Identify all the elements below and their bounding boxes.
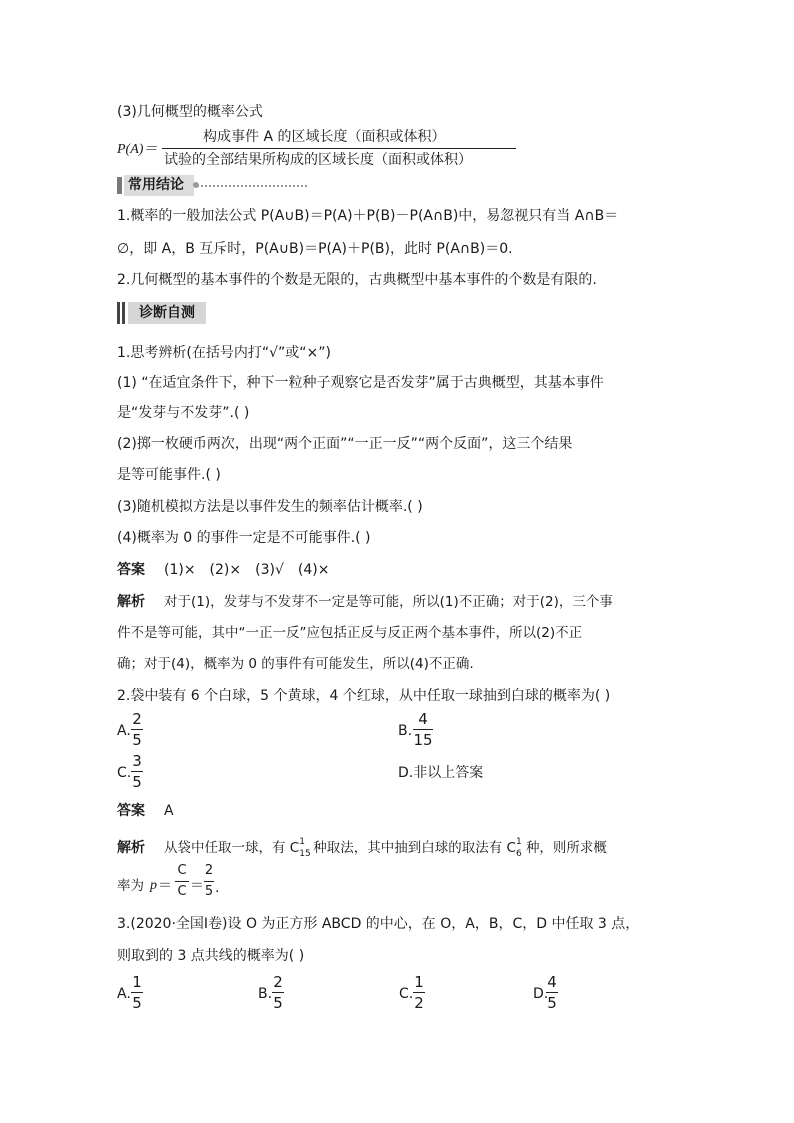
header-dotted-line — [197, 185, 307, 187]
q2-option-a-fraction — [131, 710, 143, 749]
q3-stem-line1: 3.(2020·全国Ⅰ卷)设 O 为正方形 ABCD 的中心，在 O，A，B，C，D 中任取 3 点， — [117, 916, 640, 932]
q3-option-d-label: D. — [533, 986, 549, 1002]
fraction-bar — [131, 729, 143, 730]
q2-analysis-eq: ＝ — [158, 878, 172, 894]
q2-option-b-label: B. — [398, 723, 413, 739]
analysis-text: 种，则所求概 — [525, 840, 607, 856]
fraction-numerator: 1 — [132, 973, 142, 991]
q2-answer: A — [164, 803, 174, 819]
q3-stem-line2: 则取到的 3 点共线的概率为( ) — [117, 948, 305, 964]
q1-analysis-line3: 确；对于(4)，概率为 0 的事件有可能发生，所以(4)不正确. — [117, 656, 474, 672]
combination-scripts — [516, 838, 526, 858]
section-title-common: 常用结论 — [124, 175, 194, 196]
analysis-text: 种取法，其中抽到白球的取法有 C — [313, 840, 516, 856]
fraction-numerator: C — [177, 863, 187, 878]
fraction-bar — [272, 992, 284, 993]
fraction-denominator: 5 — [132, 773, 142, 791]
combination-sub: 6 — [515, 849, 522, 859]
combination-sup: 1 — [299, 837, 305, 847]
q2-analysis-period: . — [215, 880, 220, 896]
q1-item4: (4)概率为 0 的事件一定是不可能事件.( ) — [117, 530, 371, 546]
q3-option-a-fraction — [131, 973, 143, 1012]
fraction-numerator: 4 — [418, 710, 428, 728]
fraction-bar — [204, 881, 214, 882]
fraction-denominator: 2 — [414, 994, 424, 1012]
q1-analysis-label: 解析 — [117, 594, 145, 610]
fraction-denominator: 5 — [547, 994, 557, 1012]
q1-answer-label: 答案 — [117, 562, 145, 578]
combination-sub: 15 — [299, 849, 311, 859]
common-conclusion-line2: ∅，即 A，B 互斥时，P(A∪B)＝P(A)＋P(B)，此时 P(A∩B)＝0. — [117, 241, 513, 257]
combination-scripts — [299, 838, 313, 858]
q2-option-d: D.非以上答案 — [398, 765, 484, 781]
section-title-test: 诊断自测 — [128, 302, 206, 324]
fraction-denominator: 15 — [413, 731, 433, 749]
q2-option-a-label: A. — [117, 723, 131, 739]
q2-option-b-fraction — [413, 710, 433, 749]
fraction-numerator: 4 — [547, 973, 557, 991]
q3-option-b-label: B. — [258, 986, 273, 1002]
fraction-numerator: 2 — [273, 973, 283, 991]
q1-analysis-line1: 对于(1)，发芽与不发芽不一定是等可能，所以(1)不正确；对于(2)，三个事 — [164, 594, 613, 610]
common-conclusion-line3: 2.几何概型的基本事件的个数是无限的，古典概型中基本事件的个数是有限的. — [117, 272, 597, 288]
q2-analysis-p: p — [150, 878, 157, 893]
q1-answer: (1)× (2)× (3)√ (4)× — [164, 562, 330, 578]
header-bar-decoration — [117, 302, 120, 324]
common-conclusion-line1: 1.概率的一般加法公式 P(A∪B)＝P(A)＋P(B)－P(A∩B)中，易忽视只有当 A∩B＝ — [117, 208, 619, 224]
fraction-denominator: 5 — [273, 994, 283, 1012]
q2-analysis-fraction-result — [204, 862, 214, 901]
combination-sup: 1 — [515, 837, 522, 847]
fraction-numerator: 2 — [132, 710, 142, 728]
fraction-bar — [131, 771, 143, 772]
fraction-denominator: 5 — [204, 884, 214, 899]
fraction-bar — [175, 881, 189, 882]
q2-analysis-fraction-c — [175, 862, 189, 901]
q3-option-b-fraction — [272, 973, 284, 1012]
fraction-numerator: 2 — [204, 863, 214, 878]
q3-option-c-label: C. — [399, 986, 414, 1002]
q2-analysis-label: 解析 — [117, 840, 145, 856]
header-bar-decoration — [122, 302, 125, 324]
q2-option-c-fraction — [131, 752, 143, 791]
header-bar-decoration — [117, 177, 122, 194]
q1-item2-line1: (2)掷一枚硬币两次，出现“两个正面”“一正一反”“两个反面”，这三个结果 — [117, 436, 573, 452]
q2-analysis-line2-prefix: 率为 — [117, 878, 144, 894]
fraction-bar — [413, 992, 425, 993]
q3-option-a-label: A. — [117, 986, 131, 1002]
formula-fraction-bar — [162, 148, 516, 149]
fraction-denominator: 5 — [132, 731, 142, 749]
fraction-bar — [413, 729, 433, 730]
q1-stem: 1.思考辨析(在括号内打“√”或“×”) — [117, 345, 331, 361]
fraction-bar — [546, 992, 558, 993]
fraction-numerator: 1 — [414, 973, 424, 991]
analysis-text: 从袋中任取一球，有 C — [164, 840, 300, 856]
q2-analysis-line1 — [164, 838, 607, 858]
q3-option-d-fraction — [546, 973, 558, 1012]
fraction-numerator: 3 — [132, 752, 142, 770]
q1-item1-line2: 是“发芽与不发芽”.( ) — [117, 405, 250, 421]
formula-denominator: 试验的全部结果所构成的区域长度（面积或体积） — [164, 152, 472, 168]
q1-analysis-line2: 件不是等可能，其中“一正一反”应包括正反与反正两个基本事件，所以(2)不正 — [117, 625, 583, 641]
q2-analysis-eq2: ＝ — [190, 878, 204, 894]
fraction-bar — [131, 992, 143, 993]
formula-heading: (3)几何概型的概率公式 — [117, 104, 263, 120]
q2-answer-label: 答案 — [117, 803, 145, 819]
q1-item2-line2: 是等可能事件.( ) — [117, 467, 221, 483]
fraction-denominator: C — [177, 884, 187, 899]
formula-numerator: 构成事件 A 的区域长度（面积或体积） — [203, 129, 446, 145]
q2-stem: 2.袋中装有 6 个白球，5 个黄球，4 个红球，从中任取一球抽到白球的概率为( ) — [117, 688, 611, 704]
q3-option-c-fraction — [413, 973, 425, 1012]
q1-item3: (3)随机模拟方法是以事件发生的频率估计概率.( ) — [117, 499, 423, 515]
formula-lhs: P(A)＝ — [117, 142, 158, 157]
q1-item1-line1: (1) “在适宜条件下，种下一粒种子观察它是否发芽”属于古典概型，其基本事件 — [117, 375, 604, 391]
q2-option-c-label: C. — [117, 765, 132, 781]
fraction-denominator: 5 — [132, 994, 142, 1012]
